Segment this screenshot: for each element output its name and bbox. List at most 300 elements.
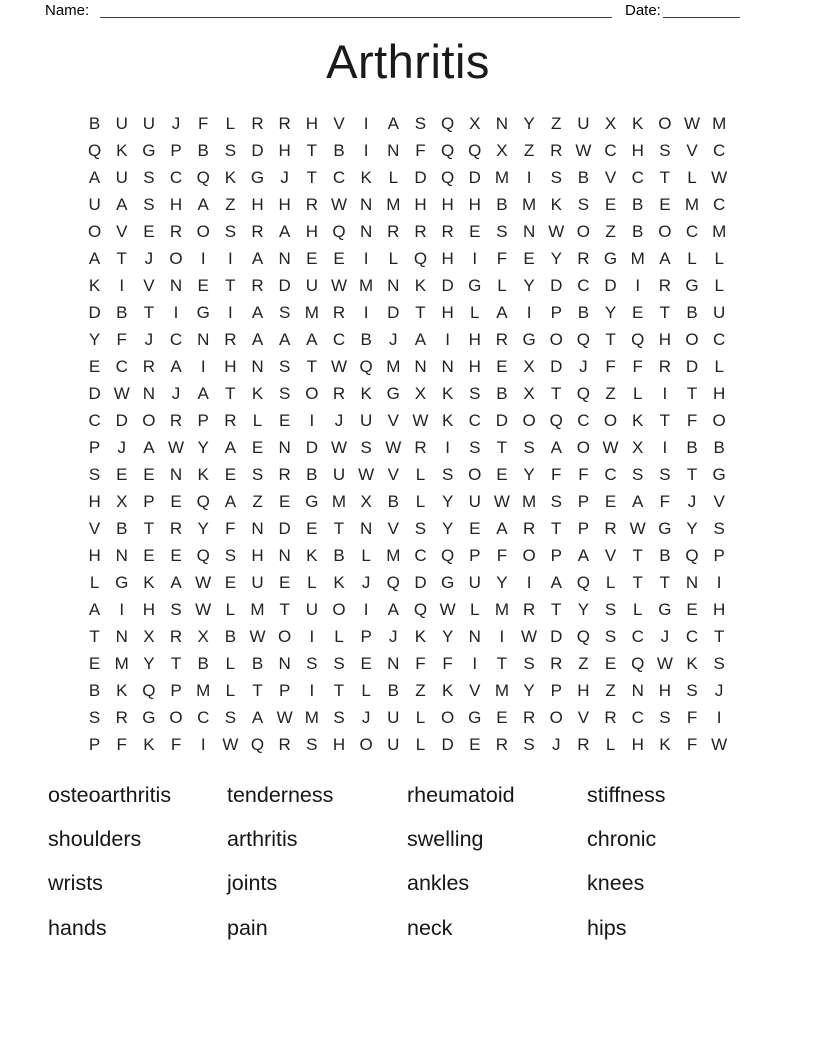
- grid-letter: H: [441, 194, 454, 214]
- grid-letter: D: [115, 410, 128, 430]
- grid-letter: H: [88, 545, 101, 565]
- grid-letter: V: [469, 680, 481, 700]
- grid-letter: I: [662, 383, 668, 403]
- grid-letter: C: [685, 221, 699, 241]
- grid-letter: O: [712, 410, 726, 430]
- grid-letter: T: [496, 437, 508, 457]
- grid-letter: Y: [577, 599, 590, 619]
- grid-letter: N: [278, 248, 291, 268]
- grid-letter: B: [713, 437, 725, 457]
- grid-letter: E: [469, 518, 481, 538]
- grid-letter: P: [170, 140, 182, 160]
- grid-letter: M: [331, 491, 347, 511]
- grid-letter: J: [551, 734, 561, 754]
- grid-letter: J: [117, 437, 126, 457]
- word-list-item: pain: [227, 915, 268, 940]
- word-list-item: swelling: [407, 827, 484, 852]
- grid-letter: W: [521, 626, 538, 646]
- grid-letter: N: [251, 518, 264, 538]
- grid-letter: S: [224, 221, 237, 241]
- grid-letter: D: [441, 275, 454, 295]
- grid-letter: X: [632, 437, 644, 457]
- grid-letter: C: [713, 140, 726, 160]
- grid-letter: C: [713, 329, 726, 349]
- grid-letter: U: [577, 113, 590, 133]
- grid-letter: D: [604, 275, 617, 295]
- grid-letter: F: [605, 356, 616, 376]
- grid-letter: A: [279, 329, 291, 349]
- grid-letter: E: [143, 545, 155, 565]
- grid-letter: I: [499, 626, 505, 646]
- grid-letter: S: [306, 653, 318, 673]
- grid-letter: Q: [440, 545, 455, 565]
- grid-letter: B: [686, 437, 698, 457]
- grid-letter: K: [88, 275, 101, 295]
- grid-letter: P: [577, 518, 590, 538]
- grid-letter: W: [493, 491, 510, 511]
- grid-letter: C: [332, 329, 346, 349]
- grid-letter: Y: [441, 626, 454, 646]
- grid-letter: G: [115, 572, 129, 592]
- grid-letter: A: [387, 113, 399, 133]
- grid-letter: A: [143, 437, 155, 457]
- grid-letter: Z: [252, 491, 263, 511]
- grid-letter: Y: [143, 653, 155, 673]
- grid-letter: M: [521, 491, 537, 511]
- grid-letter: H: [305, 221, 318, 241]
- grid-letter: O: [603, 410, 618, 430]
- grid-letter: L: [361, 545, 371, 565]
- grid-letter: U: [360, 410, 373, 430]
- grid-letter: I: [635, 275, 641, 295]
- grid-letter: N: [468, 626, 481, 646]
- grid-letter: X: [604, 113, 617, 133]
- grid-letter: D: [495, 410, 509, 430]
- grid-letter: N: [360, 194, 373, 214]
- grid-letter: C: [577, 410, 590, 430]
- grid-letter: A: [88, 599, 101, 619]
- grid-letter: T: [306, 167, 318, 187]
- grid-letter: J: [144, 248, 154, 268]
- grid-letter: V: [116, 221, 128, 241]
- grid-letter: R: [251, 275, 264, 295]
- grid-letter: K: [306, 545, 318, 565]
- grid-letter: F: [686, 734, 698, 754]
- grid-letter: M: [494, 599, 509, 619]
- grid-letter: L: [714, 356, 724, 376]
- grid-letter: X: [469, 113, 481, 133]
- grid-letter: S: [686, 680, 698, 700]
- grid-letter: V: [387, 464, 399, 484]
- grid-letter: I: [309, 410, 315, 430]
- grid-letter: O: [332, 599, 346, 619]
- grid-letter: B: [306, 464, 318, 484]
- grid-letter: U: [332, 464, 346, 484]
- grid-letter: M: [359, 275, 374, 295]
- grid-letter: F: [170, 734, 182, 754]
- date-label: Date:: [625, 2, 661, 19]
- grid-letter: I: [173, 302, 179, 322]
- grid-letter: R: [604, 518, 617, 538]
- grid-letter: W: [629, 518, 646, 538]
- grid-letter: M: [114, 653, 129, 673]
- grid-letter: U: [468, 572, 481, 592]
- grid-letter: B: [496, 383, 508, 403]
- grid-letter: W: [276, 707, 293, 727]
- grid-letter: N: [278, 437, 291, 457]
- grid-letter: O: [468, 464, 482, 484]
- grid-letter: S: [659, 707, 671, 727]
- grid-letter: R: [169, 626, 183, 646]
- grid-letter: K: [550, 194, 562, 214]
- grid-letter: N: [251, 356, 264, 376]
- grid-letter: L: [388, 167, 399, 187]
- grid-letter: Q: [386, 572, 400, 592]
- grid-letter: G: [468, 707, 482, 727]
- grid-letter: Z: [523, 140, 535, 160]
- grid-letter: W: [330, 275, 347, 295]
- grid-letter: M: [630, 248, 645, 268]
- grid-letter: H: [441, 248, 454, 268]
- grid-letter: V: [713, 491, 725, 511]
- grid-letter: D: [88, 383, 101, 403]
- grid-letter: C: [468, 410, 481, 430]
- grid-letter: W: [330, 356, 347, 376]
- grid-letter: S: [659, 464, 671, 484]
- grid-letter: O: [305, 383, 319, 403]
- grid-letter: O: [576, 437, 590, 457]
- grid-letter: A: [224, 437, 237, 457]
- grid-letter: Q: [440, 167, 455, 187]
- grid-letter: A: [170, 356, 182, 376]
- grid-letter: H: [468, 356, 481, 376]
- grid-letter: D: [550, 356, 563, 376]
- grid-letter: D: [550, 626, 563, 646]
- grid-letter: E: [279, 491, 291, 511]
- grid-letter: Y: [523, 464, 535, 484]
- grid-letter: A: [659, 248, 671, 268]
- grid-letter: Q: [332, 221, 346, 241]
- grid-letter: T: [279, 599, 290, 619]
- grid-letter: F: [225, 518, 236, 538]
- grid-letter: T: [659, 572, 671, 592]
- grid-letter: I: [363, 599, 369, 619]
- grid-letter: S: [279, 356, 291, 376]
- grid-letter: P: [577, 491, 590, 511]
- grid-letter: B: [224, 626, 237, 646]
- grid-letter: T: [333, 680, 345, 700]
- grid-letter: O: [142, 410, 156, 430]
- grid-letter: T: [605, 329, 616, 349]
- grid-letter: P: [197, 410, 209, 430]
- grid-letter: J: [280, 167, 289, 187]
- grid-letter: L: [334, 626, 344, 646]
- grid-letter: I: [200, 356, 206, 376]
- grid-letter: T: [116, 248, 127, 268]
- grid-letter: R: [522, 707, 536, 727]
- grid-letter: A: [577, 545, 590, 565]
- word-list-item: rheumatoid: [407, 782, 515, 807]
- grid-letter: H: [278, 140, 291, 160]
- grid-letter: Q: [576, 329, 590, 349]
- grid-letter: V: [387, 518, 399, 538]
- grid-letter: A: [251, 329, 264, 349]
- grid-letter: E: [170, 491, 182, 511]
- grid-letter: A: [88, 248, 101, 268]
- grid-letter: N: [360, 221, 373, 241]
- grid-letter: U: [305, 599, 318, 619]
- grid-letter: S: [414, 518, 427, 538]
- grid-letter: B: [333, 545, 345, 565]
- grid-letter: B: [116, 302, 128, 322]
- grid-letter: X: [523, 383, 535, 403]
- grid-letter: Q: [413, 599, 428, 619]
- grid-letter: H: [251, 194, 264, 214]
- grid-letter: D: [278, 518, 291, 538]
- grid-letter: B: [387, 680, 399, 700]
- grid-letter: L: [605, 572, 616, 592]
- grid-letter: L: [415, 734, 426, 754]
- grid-letter: H: [468, 194, 481, 214]
- grid-letter: B: [577, 167, 590, 187]
- grid-letter: H: [88, 491, 101, 511]
- grid-letter: B: [577, 302, 590, 322]
- grid-letter: A: [387, 599, 399, 619]
- grid-letter: T: [713, 626, 725, 646]
- grid-letter: S: [496, 221, 508, 241]
- grid-letter: Y: [523, 275, 535, 295]
- grid-letter: D: [387, 302, 400, 322]
- grid-letter: E: [632, 302, 644, 322]
- grid-letter: W: [412, 410, 429, 430]
- grid-letter: R: [604, 707, 617, 727]
- grid-letter: X: [143, 626, 155, 646]
- grid-letter: R: [251, 221, 264, 241]
- grid-letter: R: [522, 518, 536, 538]
- grid-letter: T: [415, 302, 426, 322]
- grid-letter: W: [439, 599, 456, 619]
- grid-letter: G: [305, 491, 319, 511]
- grid-letter: F: [496, 545, 508, 565]
- grid-letter: D: [278, 275, 291, 295]
- grid-letter: L: [632, 383, 643, 403]
- grid-letter: P: [279, 680, 291, 700]
- grid-letter: B: [360, 329, 372, 349]
- grid-letter: L: [225, 680, 236, 700]
- grid-letter: F: [415, 653, 426, 673]
- grid-letter: M: [386, 356, 401, 376]
- grid-letter: S: [713, 653, 725, 673]
- grid-letter: E: [116, 464, 128, 484]
- grid-letter: A: [306, 329, 318, 349]
- grid-letter: C: [604, 140, 617, 160]
- grid-letter: P: [550, 545, 562, 565]
- puzzle-title: Arthritis: [326, 35, 490, 88]
- grid-letter: A: [251, 248, 264, 268]
- grid-letter: S: [143, 167, 155, 187]
- grid-letter: S: [414, 113, 427, 133]
- grid-letter: H: [278, 194, 291, 214]
- grid-letter: I: [309, 626, 315, 646]
- word-list-item: tenderness: [227, 782, 334, 807]
- grid-letter: R: [495, 329, 509, 349]
- grid-letter: Y: [441, 518, 454, 538]
- grid-letter: S: [333, 707, 345, 727]
- grid-letter: J: [389, 329, 398, 349]
- grid-letter: E: [333, 248, 345, 268]
- grid-letter: E: [604, 194, 617, 214]
- grid-letter: I: [363, 248, 369, 268]
- grid-letter: L: [714, 248, 724, 268]
- grid-letter: N: [495, 113, 509, 133]
- grid-letter: F: [442, 653, 453, 673]
- word-list-item: neck: [407, 915, 453, 940]
- grid-letter: U: [115, 167, 128, 187]
- grid-letter: K: [251, 383, 264, 403]
- grid-letter: K: [441, 410, 454, 430]
- grid-letter: J: [334, 410, 344, 430]
- grid-letter: T: [225, 275, 236, 295]
- grid-letter: W: [168, 437, 185, 457]
- grid-letter: Q: [576, 626, 590, 646]
- grid-letter: Q: [685, 545, 699, 565]
- grid-letter: N: [387, 653, 400, 673]
- grid-letter: T: [551, 599, 562, 619]
- grid-letter: V: [604, 545, 617, 565]
- grid-letter: H: [441, 302, 454, 322]
- grid-letter: G: [685, 275, 699, 295]
- grid-letter: Y: [88, 329, 101, 349]
- grid-letter: Q: [359, 356, 373, 376]
- grid-letter: N: [278, 653, 291, 673]
- grid-letter: R: [224, 410, 237, 430]
- grid-letter: Q: [196, 491, 210, 511]
- grid-letter: W: [358, 464, 375, 484]
- grid-letter: L: [361, 680, 371, 700]
- grid-letter: E: [306, 518, 318, 538]
- grid-letter: Z: [605, 221, 616, 241]
- grid-letter: O: [549, 329, 563, 349]
- grid-letter: V: [333, 113, 345, 133]
- grid-letter: H: [631, 140, 644, 160]
- grid-letter: G: [440, 572, 455, 592]
- grid-letter: U: [387, 707, 400, 727]
- grid-letter: J: [687, 491, 697, 511]
- grid-letter: L: [687, 248, 697, 268]
- grid-letter: X: [414, 383, 427, 403]
- grid-letter: M: [494, 167, 509, 187]
- grid-letter: P: [550, 302, 562, 322]
- grid-letter: H: [224, 356, 237, 376]
- grid-letter: A: [197, 383, 209, 403]
- grid-letter: I: [526, 167, 532, 187]
- grid-letter: T: [170, 653, 182, 673]
- grid-letter: I: [526, 302, 532, 322]
- grid-letter: W: [548, 221, 565, 241]
- grid-letter: N: [197, 329, 210, 349]
- grid-letter: S: [469, 437, 481, 457]
- grid-letter: E: [224, 572, 237, 592]
- grid-letter: D: [468, 167, 481, 187]
- grid-letter: S: [279, 302, 291, 322]
- grid-letter: A: [170, 572, 182, 592]
- grid-letter: G: [250, 167, 265, 187]
- grid-letter: L: [225, 653, 236, 673]
- word-list-item: arthritis: [227, 827, 298, 852]
- grid-letter: D: [441, 734, 454, 754]
- grid-letter: H: [713, 383, 726, 403]
- grid-letter: Z: [605, 383, 616, 403]
- grid-letter: U: [115, 113, 128, 133]
- grid-letter: K: [441, 383, 454, 403]
- grid-letter: N: [414, 356, 427, 376]
- grid-letter: L: [632, 599, 643, 619]
- grid-letter: Q: [196, 167, 210, 187]
- grid-letter: L: [388, 248, 399, 268]
- grid-letter: K: [143, 572, 155, 592]
- grid-letter: R: [251, 113, 264, 133]
- grid-letter: I: [227, 302, 233, 322]
- grid-letter: P: [469, 545, 481, 565]
- grid-letter: D: [550, 275, 563, 295]
- grid-letter: C: [685, 626, 699, 646]
- grid-letter: M: [684, 194, 700, 214]
- grid-letter: C: [577, 275, 590, 295]
- grid-letter: H: [631, 734, 644, 754]
- grid-letter: S: [659, 140, 671, 160]
- grid-letter: A: [116, 194, 128, 214]
- grid-letter: E: [170, 545, 182, 565]
- grid-letter: K: [414, 275, 427, 295]
- grid-letter: I: [227, 248, 233, 268]
- grid-letter: W: [195, 599, 212, 619]
- grid-letter: T: [306, 140, 318, 160]
- grid-letter: T: [496, 653, 508, 673]
- grid-letter: E: [251, 437, 264, 457]
- grid-letter: E: [279, 410, 291, 430]
- grid-letter: W: [330, 194, 347, 214]
- grid-letter: E: [88, 356, 101, 376]
- grid-letter: F: [198, 113, 209, 133]
- grid-letter: S: [632, 464, 644, 484]
- grid-letter: Z: [551, 113, 562, 133]
- grid-letter: W: [656, 653, 673, 673]
- grid-letter: S: [604, 626, 617, 646]
- grid-letter: C: [631, 167, 644, 187]
- grid-letter: X: [197, 626, 209, 646]
- grid-letter: K: [360, 167, 372, 187]
- grid-letter: K: [414, 626, 427, 646]
- grid-letter: K: [632, 113, 644, 133]
- grid-letter: S: [550, 491, 562, 511]
- grid-letter: H: [658, 329, 671, 349]
- grid-letter: H: [169, 194, 183, 214]
- grid-letter: O: [169, 707, 183, 727]
- grid-letter: R: [414, 221, 427, 241]
- grid-letter: T: [225, 383, 236, 403]
- grid-letter: K: [632, 410, 644, 430]
- grid-letter: P: [170, 680, 182, 700]
- grid-letter: I: [445, 329, 450, 349]
- grid-letter: A: [550, 437, 562, 457]
- grid-letter: R: [169, 518, 183, 538]
- grid-letter: E: [469, 734, 481, 754]
- grid-letter: J: [171, 113, 181, 133]
- grid-letter: L: [497, 275, 507, 295]
- grid-letter: S: [523, 437, 535, 457]
- grid-letter: J: [144, 329, 154, 349]
- grid-letter: O: [658, 221, 672, 241]
